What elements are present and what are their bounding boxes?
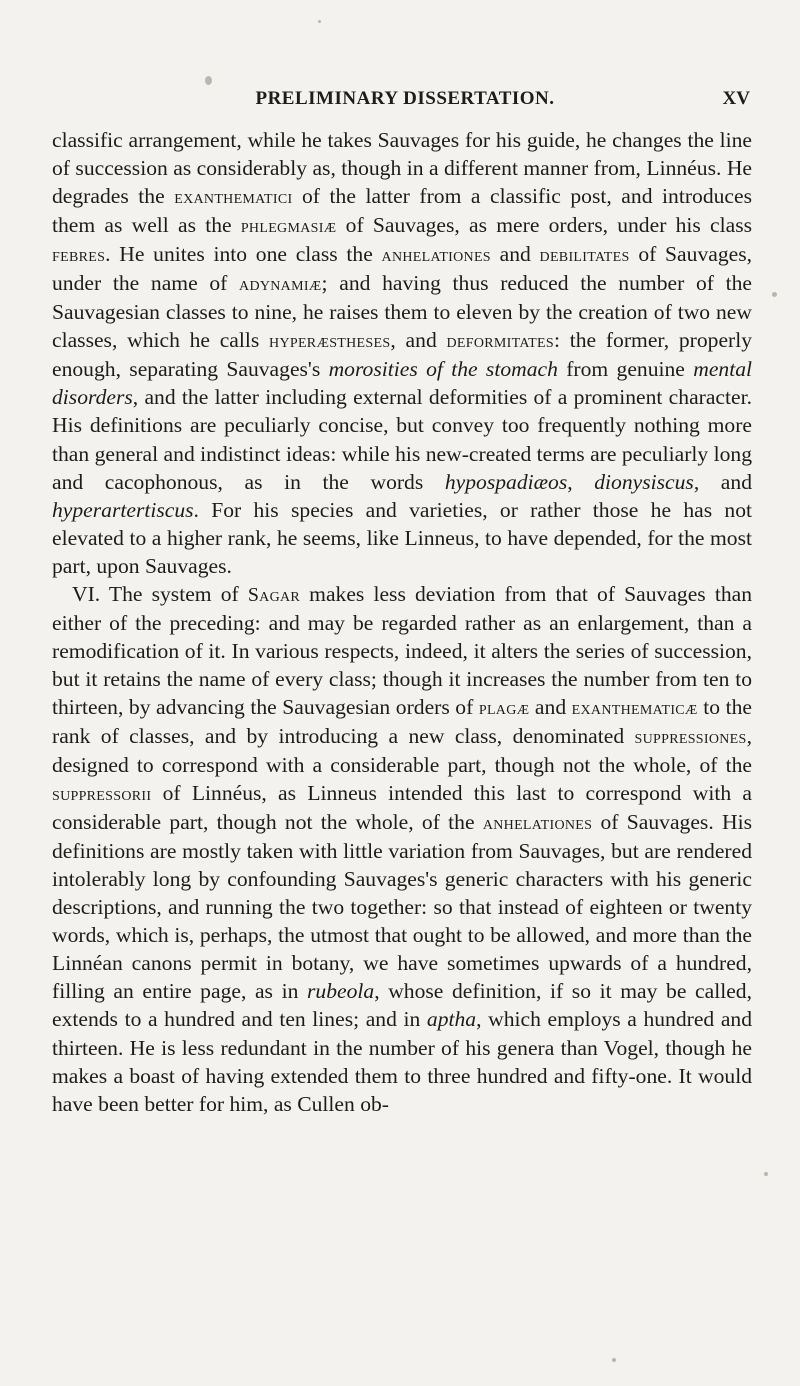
ink-speck bbox=[318, 20, 321, 23]
italic-term: hyperartertiscus bbox=[52, 497, 194, 522]
text-run: , and the latter including external deformities of a prominent character. His definitions are peculiarly concise, but convey too frequently nothing more than general and indistinct ideas: while his new-created terms are peculiarly long and cacophonous, as in the words bbox=[52, 385, 752, 494]
paragraph-2 bbox=[52, 580, 752, 1118]
text-run: from genuine bbox=[557, 357, 694, 382]
text-run: . He unites into one class the bbox=[105, 242, 382, 267]
small-caps-term: hyperæstheses bbox=[269, 330, 391, 353]
text-run: makes less deviation from that of Sauvages than either of the preceding: and may be regarded rather as an enlargement, than a remodification of it. In various respects, indeed, it alters the series of succession, but it retains the name of every class; though it increases the number from ten to thirteen, by advancing the Sauvagesian orders of bbox=[52, 581, 752, 719]
ink-speck bbox=[205, 76, 212, 85]
small-caps-term: suppressorii bbox=[52, 783, 152, 806]
text-run: and bbox=[529, 694, 572, 719]
text-run: classific arrangement, while he takes Sauvages for his guide, he changes the line of succession as considerably as, though in a different manner from, Linnéus. He degrades the bbox=[52, 128, 752, 209]
text-run: of Linnéus, as Linneus intended this last to correspond with a considerable part, though not the whole, of the bbox=[52, 781, 752, 835]
small-caps-term: plagæ bbox=[478, 696, 530, 719]
text-run: ; and having thus reduced the number of the Sauvagesian classes to nine, he raises them to eleven by the creation of two new classes, which he calls bbox=[52, 271, 752, 353]
ink-speck bbox=[772, 292, 777, 297]
ink-speck bbox=[612, 1358, 616, 1362]
text-run: and bbox=[490, 242, 540, 267]
small-caps-term: phlegmasiæ bbox=[240, 215, 337, 238]
text-run: VI. The system of bbox=[72, 581, 248, 606]
text-run: of the latter from a classific post, and introduces them as well as the bbox=[52, 184, 752, 238]
text-run: to the rank of classes, and by introducing a new class, denominated bbox=[52, 694, 752, 748]
paragraph-1 bbox=[52, 126, 752, 580]
small-caps-term: exanthematicæ bbox=[571, 696, 698, 719]
text-run: of Sauvages, as mere orders, under his class bbox=[336, 213, 753, 238]
italic-term: rubeola bbox=[307, 979, 375, 1004]
italic-term: dionysiscus bbox=[594, 469, 694, 494]
italic-term: aptha bbox=[426, 1007, 477, 1032]
text-run: , whose definition, if so it may be called, extends to a hundred and ten lines; and in bbox=[52, 979, 752, 1032]
italic-term: mental disorders bbox=[52, 357, 752, 410]
text-run: , bbox=[567, 469, 595, 494]
text-run: of Sauvages. His definitions are mostly taken with little variation from Sauvages, but are rendered intolerably long by confounding Sauvages's generic characters with his generic descriptions, and running the two together: so that instead of eighteen or twenty words, which is, perhaps, the utmost that ought to be allowed, and more than the Linnéan canons permit in botany, we have sometimes upwards of a hundred, filling an entire page, as in bbox=[52, 810, 753, 1004]
running-title: PRELIMINARY DISSERTATION. bbox=[255, 88, 555, 109]
page-number: XV bbox=[722, 88, 750, 109]
body-text bbox=[52, 126, 752, 1118]
text-run: . For his species and varieties, or rather those he has not elevated to a higher rank, he seems, like Linneus, to have depended, for the most part, upon Sauvages. bbox=[52, 497, 752, 578]
small-caps-term: anhelationes bbox=[381, 244, 491, 267]
text-run: : the former, properly enough, separating Sauvages's bbox=[52, 328, 753, 382]
small-caps-term: debilitates bbox=[539, 244, 630, 267]
italic-term: hypospadiæos bbox=[444, 469, 568, 494]
small-caps-term: Sagar bbox=[247, 583, 301, 606]
text-run: of Sauvages, under the name of bbox=[52, 242, 753, 296]
text-run: , and bbox=[693, 469, 752, 494]
small-caps-term: anhelationes bbox=[482, 812, 593, 835]
small-caps-term: exanthematici bbox=[174, 186, 293, 209]
small-caps-term: adynamiæ bbox=[239, 273, 322, 296]
italic-term: morosities of the stomach bbox=[328, 357, 558, 382]
text-run: , designed to correspond with a considerable part, though not the whole, of the bbox=[52, 723, 752, 778]
small-caps-term: deformitates bbox=[446, 330, 554, 353]
text-run: , and bbox=[390, 328, 447, 353]
ink-speck bbox=[764, 1172, 768, 1176]
small-caps-term: febres bbox=[52, 244, 106, 267]
page-header bbox=[60, 88, 750, 118]
small-caps-term: suppressiones bbox=[634, 725, 747, 748]
text-run: , which employs a hundred and thirteen. He is less redundant in the number of his genera than Vogel, though he makes a boast of having extended them to three hundred and fifty-one. It would have been better for him, as Cullen ob- bbox=[52, 1007, 753, 1116]
